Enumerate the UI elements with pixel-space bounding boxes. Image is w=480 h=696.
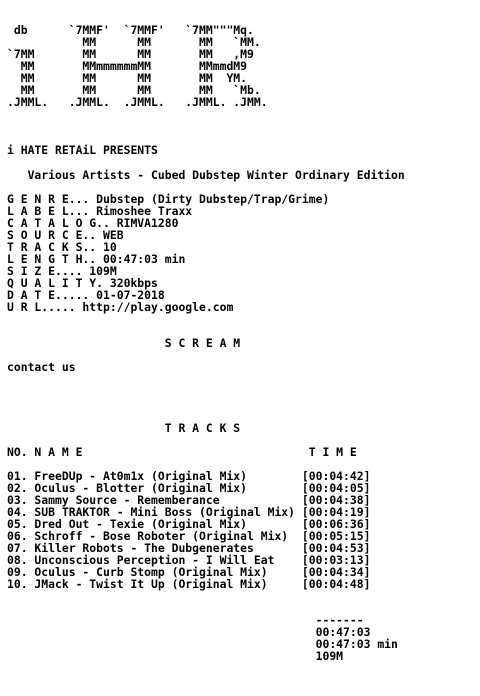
nfo-line: S I Z E.... 109M bbox=[7, 263, 117, 278]
nfo-line: 02. Oculus - Blotter (Original Mix) [00:04:05] bbox=[7, 480, 371, 495]
nfo-line: 09. Oculus - Curb Stomp (Original Mix) [00:04:34] bbox=[7, 565, 371, 580]
nfo-line: `7MM MM MM MM ,M9 bbox=[7, 47, 254, 62]
nfo-line: U R L..... http://play.google.com bbox=[7, 300, 234, 315]
nfo-line: 10. JMack - Twist It Up (Original Mix) [00:04:48] bbox=[7, 577, 371, 592]
nfo-line bbox=[7, 157, 405, 169]
nfo-line: MM MM MM MM `Mb. bbox=[7, 83, 261, 98]
nfo-text bbox=[7, 24, 405, 662]
nfo-line: L E N G T H.. 00:47:03 min bbox=[7, 251, 186, 266]
nfo-line bbox=[7, 434, 405, 446]
nfo-line: MM MM MM `MM. bbox=[7, 35, 261, 50]
nfo-line: 05. Dred Out - Texie (Original Mix) [00:06:36] bbox=[7, 516, 371, 531]
nfo-line: db `7MMF' `7MMF' `7MM"""Mq. bbox=[7, 23, 254, 37]
nfo-line bbox=[7, 108, 405, 120]
nfo-line: G E N R E... Dubstep (Dirty Dubstep/Trap/Grime) bbox=[7, 191, 330, 206]
nfo-line bbox=[7, 120, 405, 132]
nfo-line: L A B E L... Rimoshee Traxx bbox=[7, 203, 193, 218]
nfo-line: 00:47:03 min bbox=[7, 637, 398, 652]
nfo-line: S C R E A M bbox=[7, 336, 241, 351]
nfo-line: MM MM MM MM YM. bbox=[7, 71, 248, 86]
nfo-line: 08. Unconscious Perception - I Will Eat [00:03:13] bbox=[7, 553, 371, 568]
nfo-line: 00:47:03 bbox=[7, 625, 371, 640]
nfo-line: S O U R C E.. WEB bbox=[7, 227, 124, 242]
nfo-line: .JMML. .JMML. .JMML. .JMML. .JMM. bbox=[7, 95, 268, 110]
nfo-line: T R A C K S.. 10 bbox=[7, 239, 117, 254]
nfo-line: MM MMmmmmmmMM MMmmdM9 bbox=[7, 59, 248, 74]
nfo-line bbox=[7, 313, 405, 325]
nfo-line bbox=[7, 458, 405, 470]
nfo-line: 03. Sammy Source - Rememberance [00:04:38] bbox=[7, 492, 371, 507]
nfo-line: contact us bbox=[7, 360, 76, 375]
nfo-line: NO. N A M E T I M E bbox=[7, 444, 357, 459]
nfo-line: 04. SUB TRAKTOR - Mini Boss (Original Mix) [00:04:19] bbox=[7, 504, 371, 519]
nfo-line: 07. Killer Robots - The Dubgenerates [00:04:53] bbox=[7, 541, 371, 556]
nfo-line: 06. Schroff - Bose Roboter (Original Mix) [00:05:15] bbox=[7, 528, 371, 543]
nfo-line: 01. FreeDUp - At0m1x (Original Mix) [00:04:42] bbox=[7, 468, 371, 483]
nfo-line: D A T E..... 01-07-2018 bbox=[7, 288, 165, 303]
nfo-line bbox=[7, 590, 405, 602]
nfo-line bbox=[7, 410, 405, 422]
nfo-line bbox=[7, 373, 405, 385]
nfo-line bbox=[7, 181, 405, 193]
nfo-line: 109M bbox=[7, 649, 344, 664]
nfo-line: ------- bbox=[7, 613, 364, 628]
nfo-line: C A T A L O G.. RIMVA1280 bbox=[7, 215, 179, 230]
nfo-line: i HATE RETAiL PRESENTS bbox=[7, 143, 158, 158]
nfo-line: T R A C K S bbox=[7, 420, 241, 435]
nfo-line: Q U A L I T Y. 320kbps bbox=[7, 275, 158, 290]
nfo-line bbox=[7, 397, 405, 409]
nfo-line bbox=[7, 385, 405, 397]
nfo-line: Various Artists - Cubed Dubstep Winter Ordinary Edition bbox=[7, 167, 405, 182]
